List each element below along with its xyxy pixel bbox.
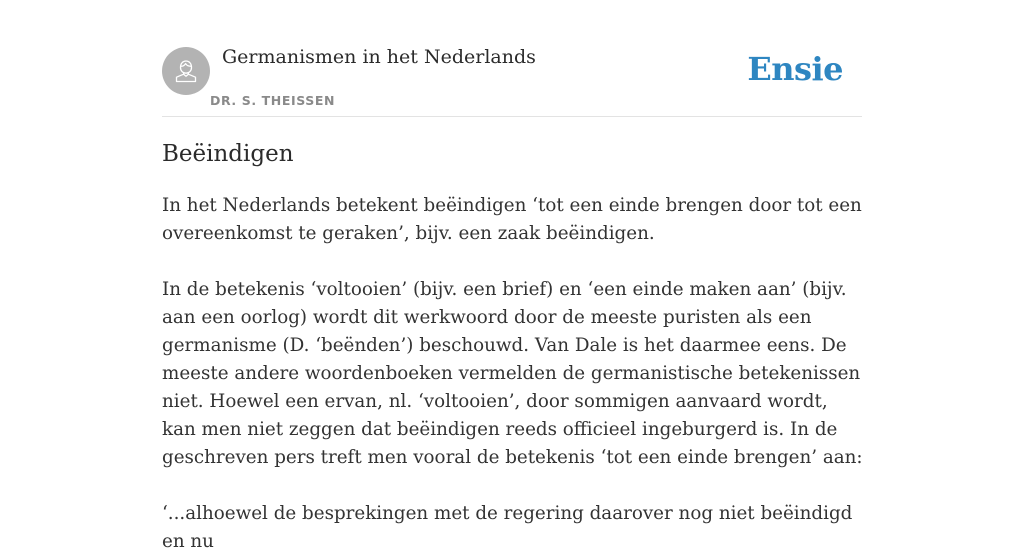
person-icon [171, 56, 201, 86]
article-paragraph-3: ‘...alhoewel de besprekingen met de regering daarover nog niet beëindigd en nu [162, 503, 853, 552]
article-paragraph-1: In het Nederlands betekent beëindigen ‘tot een einde brengen door tot een overeenkomst te geraken’, bijv. een zaak beëindigen. [162, 195, 862, 244]
user-avatar-icon[interactable] [162, 47, 210, 95]
author-link[interactable]: DR. S. THEISSEN [210, 93, 336, 108]
article-title: Beëindigen [162, 141, 294, 167]
article-content [162, 138, 866, 556]
article-paragraph-2: In de betekenis ‘voltooien’ (bijv. een brief) en ‘een einde maken aan’ (bijv. aan een oorlog) wordt dit werkwoord door de meeste puristen als een germanisme (D. ‘beënden’) beschouwd. Van Dale is het daarmee eens. De meeste andere woordenboeken vermelden de germanistische betekenissen niet. Hoewel een ervan, nl. ‘voltooien’, door sommigen aanvaard wordt, kan men niet zeggen dat beëindigen reeds officieel ingeburgerd is. In de geschreven pers treft men vooral de betekenis ‘tot een einde brengen’ aan: [162, 279, 863, 468]
header [162, 0, 862, 117]
book-title-link[interactable]: Germanismen in het Nederlands [222, 46, 536, 68]
ensie-logo[interactable]: Ensie [747, 50, 843, 88]
